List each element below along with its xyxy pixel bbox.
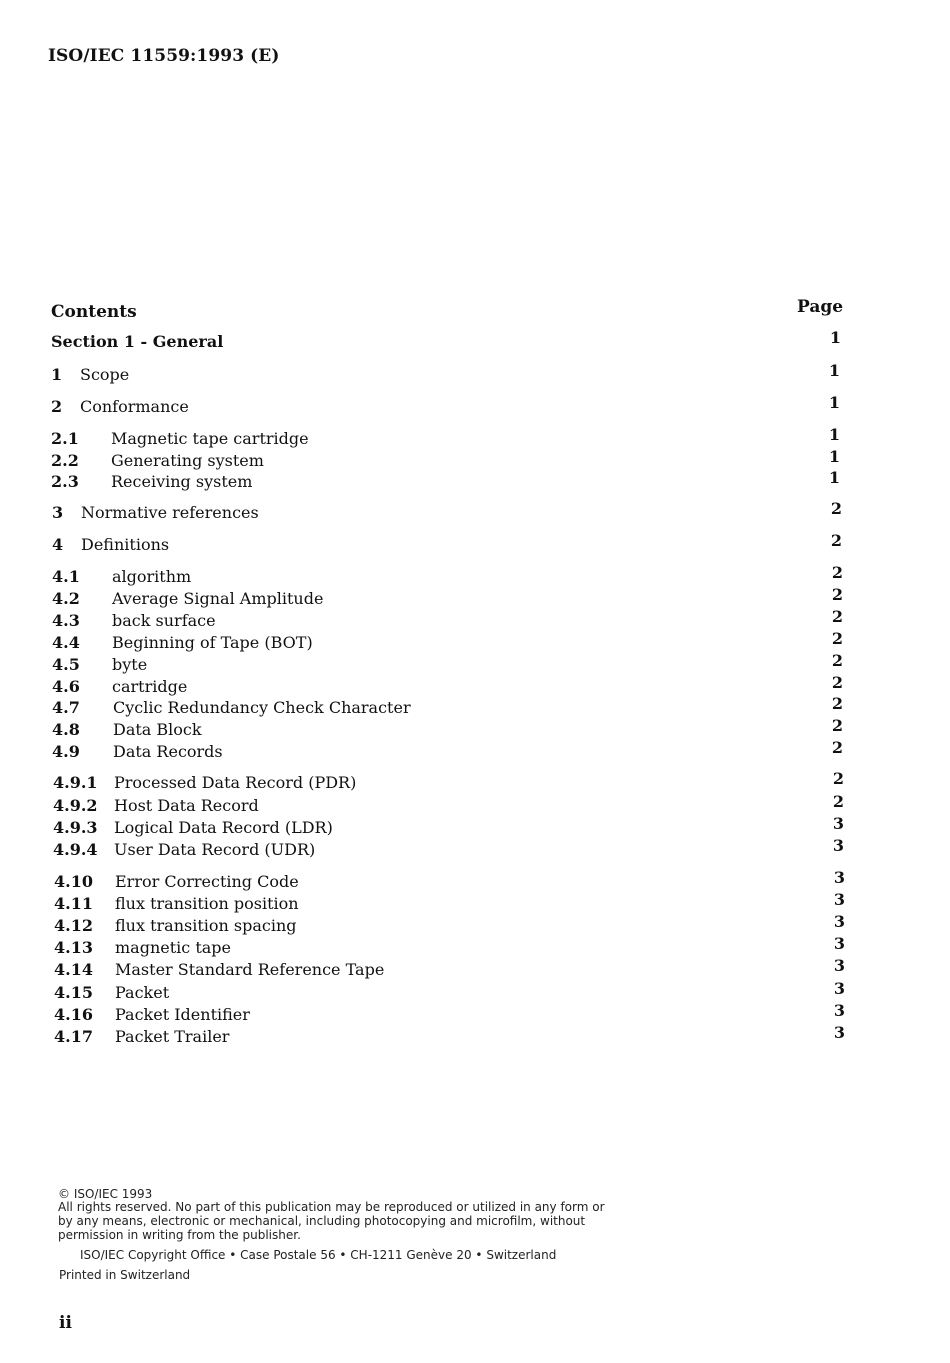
toc-entry-page: 3 [833,1023,845,1042]
toc-entry-title: flux transition position [115,894,299,913]
toc-entry-page: 3 [833,1001,845,1020]
toc-entry-title: Beginning of Tape (BOT) [112,633,313,652]
toc-entry-page: 1 [828,425,840,444]
toc-entry-number: 4.2 [52,589,80,608]
toc-entry-title: Conformance [80,397,189,416]
toc-entry-page: 1 [828,393,840,412]
toc-entry-page: 2 [830,499,842,518]
toc-entry-number: 4.5 [52,655,80,674]
toc-entry [51,447,840,472]
toc-entry [52,673,843,698]
toc-entry-number: 4.8 [52,720,80,739]
toc-entry [54,979,845,1004]
toc-entry-page: 2 [831,607,843,626]
toc-entry-title: byte [112,655,148,674]
toc-entry-title: Cyclic Redundancy Check Character [113,698,411,717]
toc-entry-page: 3 [833,912,845,931]
toc-entry-title: Scope [80,365,130,384]
toc-entry-title: Magnetic tape cartridge [111,429,309,448]
toc-entry-page: 3 [833,979,845,998]
toc-entry-number: 4.14 [54,960,93,979]
toc-entry-number: 4.11 [54,894,93,913]
toc-entry [54,1001,845,1026]
toc-entry-number: 4.4 [52,633,80,652]
toc-entry-number: 4.16 [54,1005,93,1024]
toc-entry-page: 2 [831,563,843,582]
toc-entry [54,912,845,937]
toc-entry-page: 2 [831,738,843,757]
toc-entry-title: Normative references [81,503,259,522]
toc-entry-number: 2 [51,397,63,416]
toc-entry-number: 4.7 [52,698,80,717]
toc-entry-page: 1 [828,361,840,380]
toc-entry-number: 1 [51,365,63,384]
toc-entry-number: 4.9.4 [53,840,98,859]
toc-entry-number: 4.10 [54,872,93,891]
toc-entry-number: 2.1 [51,429,79,448]
toc-entry-title: Data Records [113,742,223,761]
toc-entry [53,769,844,794]
toc-entry-title: Error Correcting Code [115,872,299,891]
toc-entry-number: 4.15 [54,983,93,1002]
toc-entry [52,651,843,676]
page-column-label: Page [797,297,844,317]
toc-entry [54,934,845,959]
toc-entry-page: 2 [831,716,843,735]
toc-entry [52,738,843,763]
toc-entry-title: Packet Trailer [115,1027,230,1046]
toc-section-heading [51,328,841,353]
toc-section-title: Section 1 - General [51,332,224,351]
toc-entry-page: 2 [831,673,843,692]
toc-entry-number: 4.9.1 [53,773,98,792]
toc-entry [54,1023,845,1048]
toc-entry-page: 2 [831,585,843,604]
toc-entry-page: 3 [833,868,845,887]
toc-entry-title: Packet [115,983,170,1002]
toc-entry-title: Definitions [81,535,170,554]
toc-entry [52,607,843,632]
toc-entry-number: 4.6 [52,677,80,696]
toc-entry-number: 4.9 [52,742,80,761]
toc-entry [52,629,843,654]
toc-entry [51,468,840,493]
toc-entry [51,361,840,386]
page-number: ii [59,1313,72,1333]
toc-entry [52,563,843,588]
toc-entry-page: 1 [828,468,840,487]
toc-entry-title: Packet Identifier [115,1005,250,1024]
toc-entry-page: 3 [833,890,845,909]
toc-entry-number: 4.1 [52,567,80,586]
toc-entry [53,814,844,839]
toc-entry-number: 3 [52,503,64,522]
toc-entry-page: 2 [831,694,843,713]
toc-entry-title: Master Standard Reference Tape [115,960,385,979]
toc-entry-title: cartridge [112,677,188,696]
toc-entry-title: magnetic tape [115,938,231,957]
toc-entry-number: 2.3 [51,472,79,491]
toc-entry [54,956,845,981]
toc-entry-title: User Data Record (UDR) [114,840,316,859]
toc-section-page: 1 [829,328,841,347]
toc-entry-page: 2 [832,769,844,788]
printed-in: Printed in Switzerland [59,1268,191,1282]
toc-entry [52,531,842,556]
toc-entry-page: 3 [832,814,844,833]
toc-entry-number: 2.2 [51,451,79,470]
toc-entry [51,425,840,450]
toc-entry [54,868,845,893]
toc-entry-number: 4.13 [54,938,93,957]
toc-entry-page: 2 [831,651,843,670]
toc-entry-number: 4 [52,535,64,554]
toc-entry-page: 3 [832,836,844,855]
toc-entry-page: 2 [832,792,844,811]
toc-entry-title: back surface [112,611,216,630]
toc-entry-page: 3 [833,934,845,953]
toc-entry-number: 4.12 [54,916,93,935]
toc-entry-title: Logical Data Record (LDR) [114,818,333,837]
toc-entry [52,499,842,524]
toc-entry-title: Data Block [113,720,202,739]
copyright-office-address: ISO/IEC Copyright Office • Case Postale 56 • CH-1211 Genève 20 • Switzerland [80,1248,557,1262]
toc-entry-title: flux transition spacing [115,916,297,935]
toc-entry [51,393,840,418]
toc-entry-page: 2 [831,629,843,648]
toc-entry-number: 4.17 [54,1027,93,1046]
document-id: ISO/IEC 11559:1993 (E) [48,46,280,66]
toc-entry-number: 4.9.2 [53,796,98,815]
toc-entry [53,792,844,817]
toc-entry-title: Host Data Record [114,796,259,815]
toc-entry-title: Average Signal Amplitude [112,589,324,608]
copyright-notice: © ISO/IEC 1993 [58,1187,153,1201]
toc-entry-number: 4.9.3 [53,818,98,837]
toc-entry [52,694,843,719]
toc-entry-title: Generating system [111,451,264,470]
toc-entry [54,890,845,915]
toc-entry [52,585,843,610]
toc-entry-title: algorithm [112,567,192,586]
toc-entry-page: 1 [828,447,840,466]
toc-entry-page: 2 [830,531,842,550]
toc-entry-title: Receiving system [111,472,253,491]
toc-entry [53,836,844,861]
toc-entry [52,716,843,741]
toc-entry-title: Processed Data Record (PDR) [114,773,357,792]
rights-statement: All rights reserved. No part of this publication may be reproduced or utilized in any form or by any means, electronic or mechanical, including photocopying and microfilm, without permission in writing from the publisher. [58,1200,605,1242]
toc-entry-page: 3 [833,956,845,975]
contents-heading: Contents [51,302,137,322]
toc-entry-number: 4.3 [52,611,80,630]
